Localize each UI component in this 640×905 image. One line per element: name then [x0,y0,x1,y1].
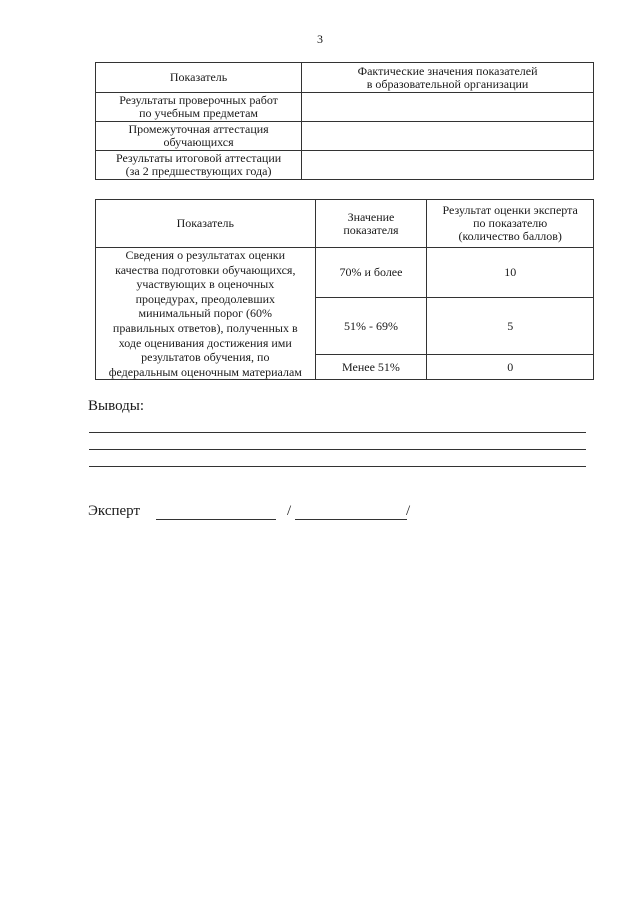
conclusions-line[interactable] [89,432,586,433]
table-row [96,151,594,180]
header-expert-result: Результат оценки эксперта по показателю (количество баллов) [427,200,594,248]
expert-score: 5 [427,298,594,355]
conclusions-label: Выводы: [88,398,145,414]
indicator-actual-values-table [95,62,594,180]
row-label: Результаты итоговой аттестации (за 2 предшествующих года) [96,151,302,180]
header-indicator: Показатель [96,200,316,248]
indicator-value: Менее 51% [315,355,427,380]
expert-scoring-table [95,199,594,380]
row-value-cell[interactable] [302,122,594,151]
signature-separator: / [406,503,411,519]
conclusions-line[interactable] [89,466,586,467]
header-actual-values: Фактические значения показателей в образовательной организации [302,63,594,93]
expert-score: 10 [427,248,594,298]
indicator-description: Сведения о результатах оценки качества подготовки обучающихся, участвующих в оценочных процедурах, преодолевших минимальный порог (60% правильных ответов), полученных в ходе оценивания достижения ими результатов обучения, по федеральным оценочным материалам [96,248,316,380]
conclusions-line[interactable] [89,449,586,450]
row-label: Результаты проверочных работ по учебным предметам [96,93,302,122]
table-row [96,122,594,151]
table-row [96,93,594,122]
table-header-row [96,200,594,248]
indicator-value: 70% и более [315,248,427,298]
indicator-value: 51% - 69% [315,298,427,355]
table-row [96,248,594,298]
expert-signature-line[interactable] [156,519,276,520]
expert-label: Эксперт [88,503,141,519]
row-label: Промежуточная аттестация обучающихся [96,122,302,151]
expert-score: 0 [427,355,594,380]
header-indicator: Показатель [96,63,302,93]
expert-name-line[interactable] [295,519,407,520]
signature-separator: / [287,503,292,519]
table-header-row [96,63,594,93]
row-value-cell[interactable] [302,93,594,122]
page-number: 3 [317,32,323,46]
header-indicator-value: Значение показателя [315,200,427,248]
row-value-cell[interactable] [302,151,594,180]
